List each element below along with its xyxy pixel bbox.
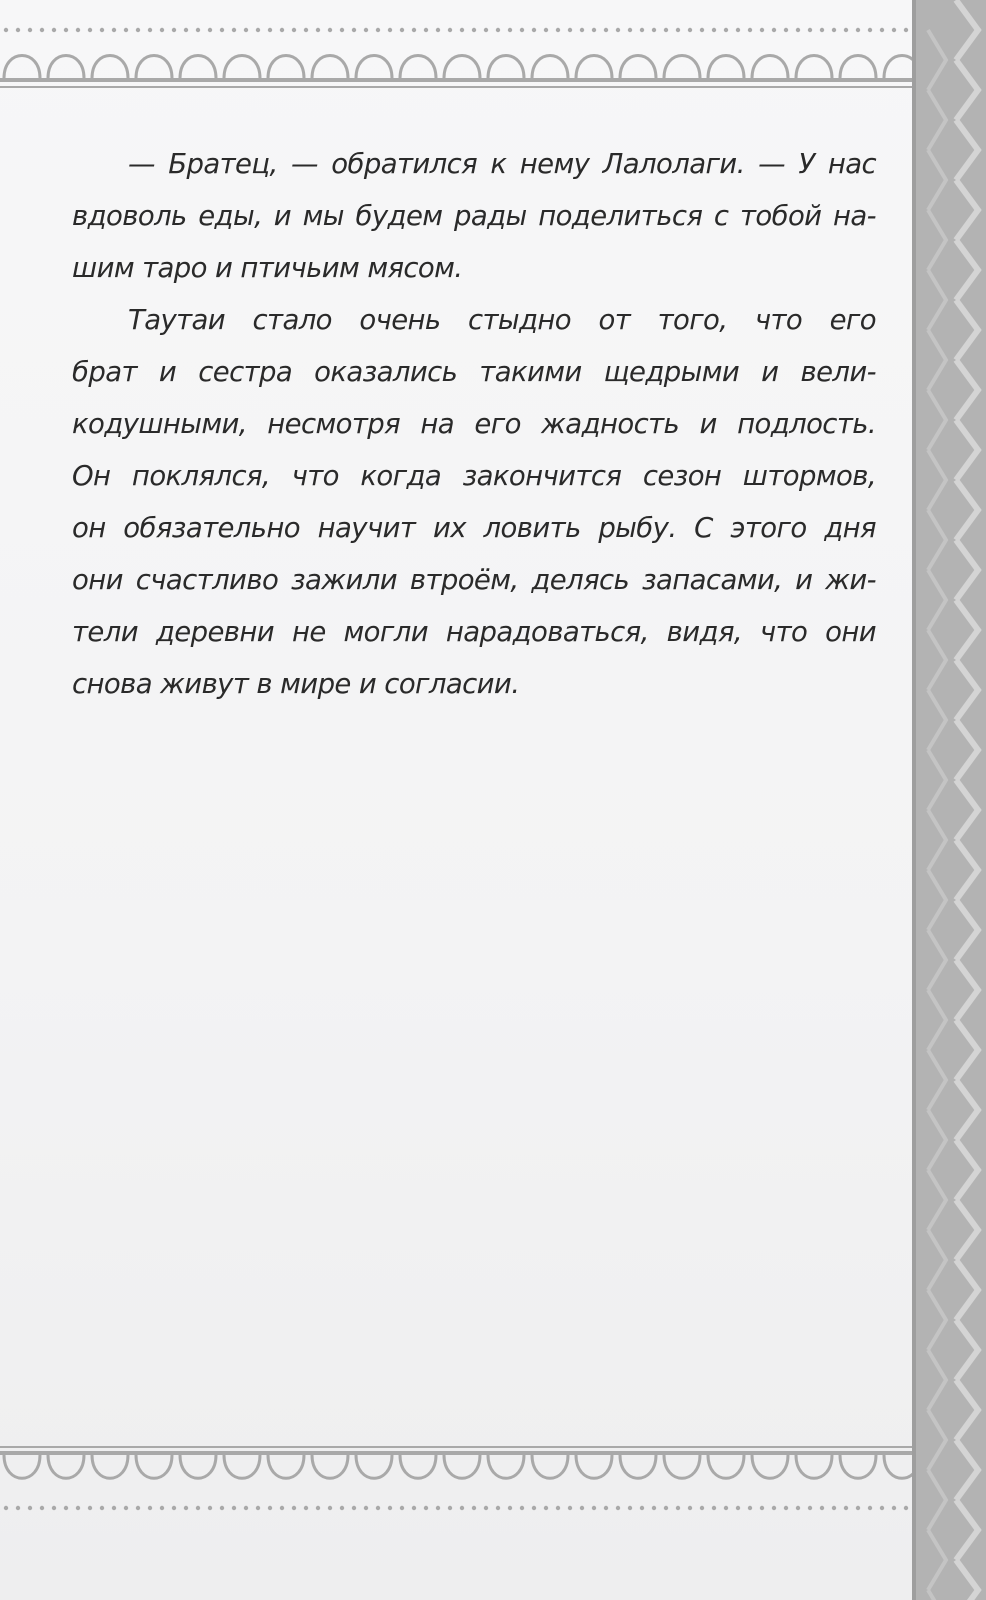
ornament-dot xyxy=(508,28,512,32)
ornament-dot xyxy=(784,1506,788,1510)
ornament-dot xyxy=(484,1506,488,1510)
ornament-dot xyxy=(184,1506,188,1510)
ornament-dot xyxy=(808,28,812,32)
ornament-dot xyxy=(856,28,860,32)
ornament-dot xyxy=(472,28,476,32)
ornament-dot xyxy=(904,28,908,32)
ornament-dot xyxy=(712,1506,716,1510)
ornament-dot xyxy=(568,1506,572,1510)
ornament-dot xyxy=(4,28,8,32)
ornament-rule xyxy=(0,78,912,82)
ornament-dot xyxy=(244,1506,248,1510)
ornament-dot xyxy=(532,28,536,32)
ornament-dot xyxy=(688,28,692,32)
text-line: брат и сестра оказались такими щедрыми и вели- xyxy=(72,356,876,388)
ornament-dot xyxy=(112,28,116,32)
ornament-dot xyxy=(880,28,884,32)
ornament-dot xyxy=(712,28,716,32)
story-text xyxy=(72,138,876,710)
ornament-dot xyxy=(352,28,356,32)
zigzag-edge-pattern xyxy=(912,0,986,1600)
ornament-dot xyxy=(280,28,284,32)
text-line: Таутаи стало очень стыдно от того, что его xyxy=(128,304,876,336)
ornament-dot xyxy=(604,28,608,32)
ornament-dot xyxy=(100,1506,104,1510)
ornament-dot xyxy=(520,1506,524,1510)
ornament-dot xyxy=(220,1506,224,1510)
ornament-dot xyxy=(244,28,248,32)
ornament-dot xyxy=(16,28,20,32)
top-border-ornament xyxy=(0,22,912,92)
ornament-dot xyxy=(448,28,452,32)
ornament-dot xyxy=(328,1506,332,1510)
ornament-rule xyxy=(0,86,912,88)
ornament-dot xyxy=(232,28,236,32)
ornament-dot xyxy=(832,1506,836,1510)
ornament-dot xyxy=(448,1506,452,1510)
ornament-scallops xyxy=(4,56,912,79)
ornament-dot xyxy=(64,28,68,32)
ornament-dot xyxy=(496,28,500,32)
ornament-dot xyxy=(412,28,416,32)
ornament-dot xyxy=(700,1506,704,1510)
ornament-dot xyxy=(556,1506,560,1510)
ornament-dot xyxy=(616,1506,620,1510)
ornament-dot xyxy=(52,28,56,32)
ornament-dot xyxy=(40,1506,44,1510)
edge-zigzag xyxy=(928,30,946,1600)
text-line: шим таро и птичьим мясом. xyxy=(72,252,463,284)
ornament-dot xyxy=(592,28,596,32)
ornament-dot xyxy=(676,1506,680,1510)
ornament-dot xyxy=(316,1506,320,1510)
ornament-dot xyxy=(100,28,104,32)
ornament-dot xyxy=(772,28,776,32)
ornament-dot xyxy=(364,1506,368,1510)
ornament-dot xyxy=(544,28,548,32)
ornament-dot xyxy=(340,28,344,32)
ornament-dot xyxy=(16,1506,20,1510)
ornament-dot xyxy=(592,1506,596,1510)
ornament-dot xyxy=(400,28,404,32)
ornament-dot xyxy=(892,1506,896,1510)
ornament-dot xyxy=(760,1506,764,1510)
ornament-dot xyxy=(400,1506,404,1510)
ornament-dot xyxy=(796,28,800,32)
ornament-dot xyxy=(256,1506,260,1510)
ornament-dot xyxy=(640,28,644,32)
ornament-dot xyxy=(724,28,728,32)
text-line: они счастливо зажили втроём, делясь запасами, и жи- xyxy=(72,564,876,596)
ornament-dot xyxy=(724,1506,728,1510)
ornament-dot xyxy=(628,28,632,32)
ornament-dot xyxy=(364,28,368,32)
ornament-dot xyxy=(268,28,272,32)
ornament-dot xyxy=(664,28,668,32)
ornament-dot xyxy=(748,1506,752,1510)
ornament-dot xyxy=(868,28,872,32)
ornament-dot xyxy=(676,28,680,32)
ornament-dot xyxy=(76,1506,80,1510)
paragraph-1 xyxy=(72,138,876,294)
ornament-dot xyxy=(160,28,164,32)
ornament-dot xyxy=(280,1506,284,1510)
ornament-dot xyxy=(208,28,212,32)
ornament-dot xyxy=(220,28,224,32)
ornament-dot xyxy=(748,28,752,32)
edge-zigzag xyxy=(956,0,978,1600)
ornament-dot xyxy=(88,28,92,32)
ornament-dot xyxy=(460,1506,464,1510)
ornament-scallops xyxy=(4,1455,912,1478)
ornament-dot xyxy=(196,1506,200,1510)
ornament-dot xyxy=(820,1506,824,1510)
ornament-dot xyxy=(124,28,128,32)
ornament-dot xyxy=(436,28,440,32)
ornament-dot xyxy=(820,28,824,32)
ornament-dot xyxy=(556,28,560,32)
ornament-dot xyxy=(580,28,584,32)
ornament-dot xyxy=(808,1506,812,1510)
ornament-dot xyxy=(796,1506,800,1510)
ornament-dot xyxy=(856,1506,860,1510)
ornament-dot xyxy=(904,1506,908,1510)
ornament-dot xyxy=(616,28,620,32)
ornament-dot xyxy=(292,28,296,32)
text-line: Он поклялся, что когда закончится сезон штормов, xyxy=(72,460,876,492)
ornament-dot xyxy=(544,1506,548,1510)
ornament-dot xyxy=(844,1506,848,1510)
ornament-dot xyxy=(424,28,428,32)
ornament-dot xyxy=(112,1506,116,1510)
ornament-dot xyxy=(292,1506,296,1510)
ornament-dot xyxy=(688,1506,692,1510)
bottom-ornamental-border xyxy=(0,1440,912,1520)
ornament-dot xyxy=(340,1506,344,1510)
ornament-dot xyxy=(652,1506,656,1510)
ornament-dot xyxy=(880,1506,884,1510)
ornament-dot xyxy=(304,28,308,32)
ornament-dot xyxy=(412,1506,416,1510)
ornament-dot xyxy=(772,1506,776,1510)
ornament-dot xyxy=(376,28,380,32)
ornament-rule xyxy=(0,1451,912,1455)
ornament-dot xyxy=(496,1506,500,1510)
ornament-rule xyxy=(0,1446,912,1448)
text-line: — Братец, — обратился к нему Лалолаги. — У нас xyxy=(128,148,876,180)
ornament-dot xyxy=(424,1506,428,1510)
ornament-dot xyxy=(460,28,464,32)
edge-shadow xyxy=(912,0,916,1600)
ornament-dot xyxy=(4,1506,8,1510)
ornament-dot xyxy=(52,1506,56,1510)
ornament-dot xyxy=(28,1506,32,1510)
ornament-dot xyxy=(760,28,764,32)
ornament-dot xyxy=(652,28,656,32)
text-line: вдоволь еды, и мы будем рады поделиться с тобой на- xyxy=(72,200,876,232)
ornament-dot xyxy=(28,28,32,32)
ornament-dot xyxy=(580,1506,584,1510)
ornament-dot xyxy=(232,1506,236,1510)
ornament-dot xyxy=(532,1506,536,1510)
ornament-dot xyxy=(76,28,80,32)
ornament-dot xyxy=(508,1506,512,1510)
top-ornamental-border xyxy=(0,22,912,92)
ornament-dot xyxy=(136,28,140,32)
ornament-dot xyxy=(160,1506,164,1510)
ornament-dot xyxy=(124,1506,128,1510)
ornament-dot xyxy=(784,28,788,32)
ornament-dot xyxy=(664,1506,668,1510)
ornament-dot xyxy=(472,1506,476,1510)
ornament-dot xyxy=(352,1506,356,1510)
ornament-dot xyxy=(388,1506,392,1510)
ornament-dot xyxy=(628,1506,632,1510)
ornament-dot xyxy=(172,28,176,32)
ornament-dot xyxy=(484,28,488,32)
ornament-dot xyxy=(208,1506,212,1510)
ornament-dot xyxy=(736,1506,740,1510)
ornament-dot xyxy=(64,1506,68,1510)
ornament-dot xyxy=(148,1506,152,1510)
text-line: снова живут в мире и согласии. xyxy=(72,668,520,700)
ornament-dot xyxy=(172,1506,176,1510)
ornament-dot xyxy=(328,28,332,32)
ornament-dot xyxy=(136,1506,140,1510)
text-line: тели деревни не могли нарадоваться, видя, что они xyxy=(72,616,876,648)
ornament-dot xyxy=(844,28,848,32)
ornament-dot xyxy=(832,28,836,32)
text-line: кодушными, несмотря на его жадность и подлость. xyxy=(72,408,876,440)
ornament-dot xyxy=(640,1506,644,1510)
ornament-dot xyxy=(868,1506,872,1510)
ornament-dot xyxy=(304,1506,308,1510)
adjacent-page-edge xyxy=(912,0,986,1600)
ornament-dot xyxy=(376,1506,380,1510)
ornament-dot xyxy=(736,28,740,32)
ornament-dot xyxy=(196,28,200,32)
ornament-dot xyxy=(892,28,896,32)
ornament-dot xyxy=(40,28,44,32)
paragraph-2 xyxy=(72,294,876,710)
ornament-dot xyxy=(256,28,260,32)
ornament-dot xyxy=(184,28,188,32)
ornament-dot xyxy=(436,1506,440,1510)
ornament-dot xyxy=(568,28,572,32)
ornament-dot xyxy=(604,1506,608,1510)
ornament-dot xyxy=(700,28,704,32)
ornament-dot xyxy=(148,28,152,32)
ornament-dot xyxy=(268,1506,272,1510)
ornament-dot xyxy=(316,28,320,32)
text-line: он обязательно научит их ловить рыбу. С этого дня xyxy=(72,512,876,544)
ornament-dot xyxy=(388,28,392,32)
ornament-dot xyxy=(520,28,524,32)
bottom-border-ornament xyxy=(0,1440,912,1520)
ornament-dot xyxy=(88,1506,92,1510)
